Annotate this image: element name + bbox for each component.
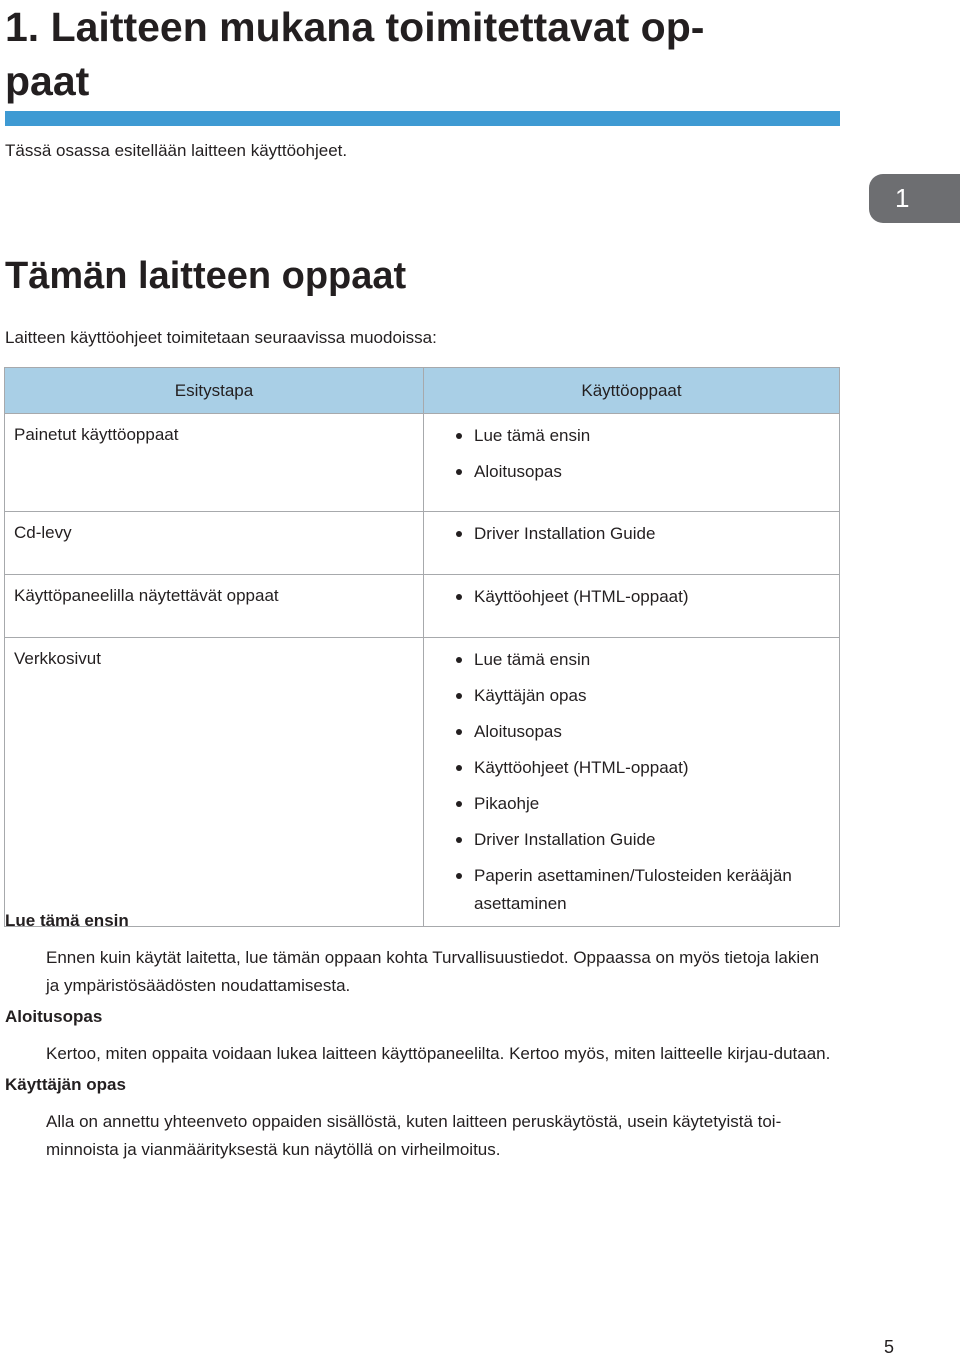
definition-text: Ennen kuin käytät laitetta, lue tämän oppaan kohta Turvallisuustiedot. Oppaassa on myös tietoja lakien ja ympäristösäädösten noudattamisesta. (46, 948, 820, 995)
table-row (5, 638, 840, 927)
list-item: Käyttöohjeet (HTML-oppaat) (454, 583, 831, 611)
list-item: Lue tämä ensin (454, 646, 831, 674)
cell-form: Käyttöpaneelilla näytettävät oppaat (5, 575, 424, 638)
list-item: Aloitusopas (454, 718, 831, 746)
section-intro: Laitteen käyttöohjeet toimitetaan seuraavissa muodoissa: (5, 328, 437, 347)
definition-term: Aloitusopas (5, 1007, 103, 1026)
chapter-accent-bar (5, 111, 840, 126)
guide-list (454, 422, 831, 486)
definition-text: Kertoo, miten oppaita voidaan lukea laitteen käyttöpaneelilta. Kertoo myös, miten laitteelle kirjau-dutaan. (46, 1044, 831, 1063)
list-item: Pikaohje (454, 790, 831, 818)
table-row (5, 575, 840, 638)
header-form: Esitystapa (5, 368, 424, 414)
definition-item (5, 1006, 835, 1068)
cell-guides (424, 512, 840, 575)
guide-list (454, 646, 831, 918)
cell-form: Cd-levy (5, 512, 424, 575)
chapter-intro: Tässä osassa esitellään laitteen käyttöohjeet. (5, 141, 348, 160)
list-item: Driver Installation Guide (454, 826, 831, 854)
cell-form: Painetut käyttöoppaat (5, 414, 424, 512)
header-guides: Käyttöoppaat (424, 368, 840, 414)
table-header-row (5, 368, 840, 414)
guide-list (454, 520, 831, 548)
cell-form: Verkkosivut (5, 638, 424, 927)
page-number: 5 (884, 1337, 895, 1357)
chapter-tab: 1 (869, 174, 960, 223)
cell-guides (424, 575, 840, 638)
list-item: Aloitusopas (454, 458, 831, 486)
definitions (5, 910, 835, 1170)
definition-item (5, 910, 835, 1000)
cell-guides (424, 638, 840, 927)
definition-item (5, 1074, 835, 1164)
chapter-title: 1. Laitteen mukana toimitettavat op- paat (5, 4, 705, 104)
section-title: Tämän laitteen oppaat (5, 255, 407, 297)
list-item: Driver Installation Guide (454, 520, 831, 548)
list-item: Käyttäjän opas (454, 682, 831, 710)
list-item: Paperin asettaminen/Tulosteiden kerääjän asettaminen (454, 862, 831, 918)
list-item: Lue tämä ensin (454, 422, 831, 450)
definition-term: Lue tämä ensin (5, 911, 129, 930)
definition-term: Käyttäjän opas (5, 1075, 126, 1094)
guides-table (4, 367, 840, 927)
cell-guides (424, 414, 840, 512)
guide-list (454, 583, 831, 611)
table-row (5, 512, 840, 575)
table-row (5, 414, 840, 512)
definition-text: Alla on annettu yhteenveto oppaiden sisällöstä, kuten laitteen peruskäytöstä, usein käytetyistä toi-minnoista ja vianmäärityksestä kun näytöllä on virheilmoitus. (46, 1112, 782, 1159)
list-item: Käyttöohjeet (HTML-oppaat) (454, 754, 831, 782)
